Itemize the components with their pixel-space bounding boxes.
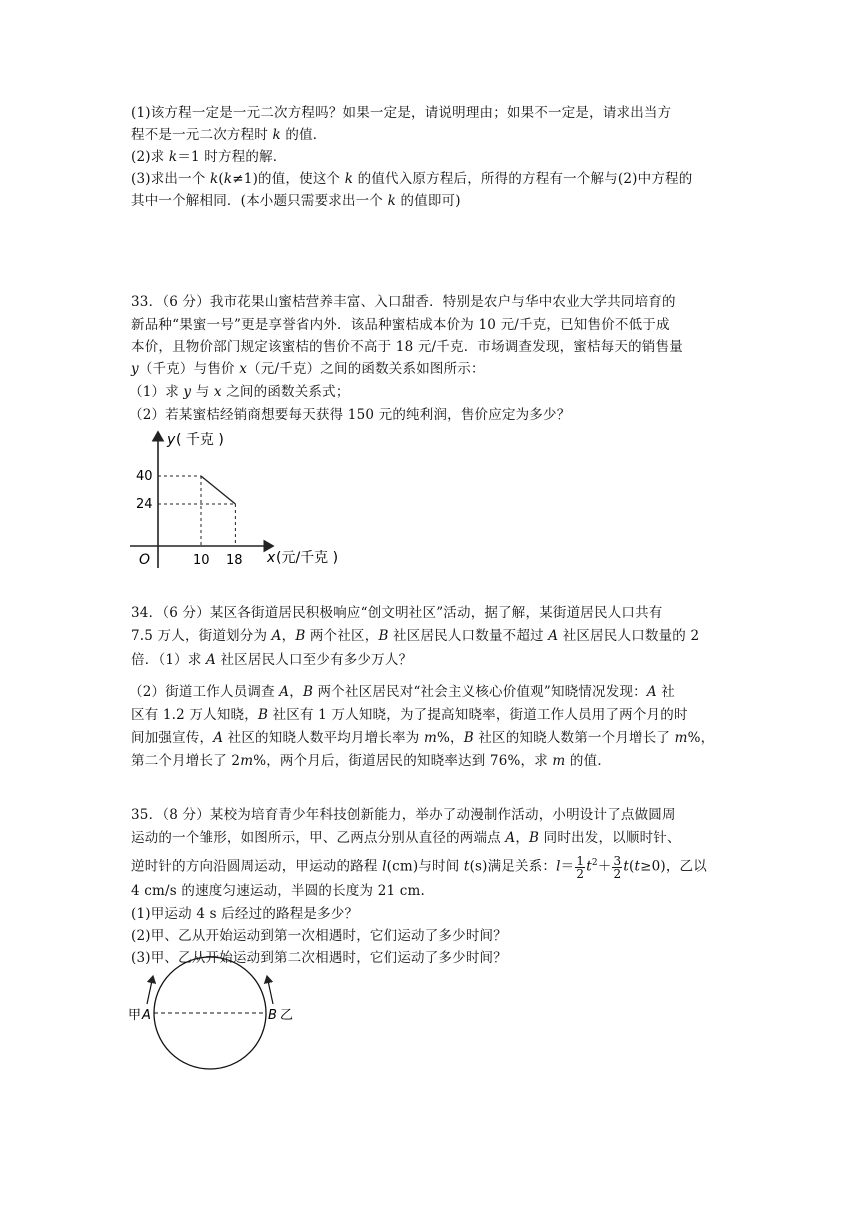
- q32-part2: [131, 148, 287, 166]
- q35-line3: [131, 847, 707, 883]
- x-axis-var: x: [267, 550, 276, 566]
- q33-function-graph: [125, 426, 365, 576]
- var-k: k: [210, 171, 219, 187]
- text: (cm)与时间: [386, 858, 464, 875]
- var-k: k: [387, 193, 396, 209]
- text: （1）求: [129, 384, 184, 400]
- q33-line4: [131, 360, 485, 378]
- q35-line1: 35．（8 分）某校为培育青少年科技创新能力，举办了动漫制作活动，小明设计了点做圆周: [131, 807, 676, 823]
- x-axis-unit: (元/千克 ): [276, 550, 339, 566]
- text: （元/千克）之间的函数关系如图所示：: [247, 361, 485, 377]
- text: 区有 1.2 万人知晓，: [131, 707, 258, 723]
- text: 社区有 1 万人知晓，为了提高知晓率，街道工作人员用了两个月的时: [268, 707, 688, 723]
- text: 的值．: [280, 127, 327, 143]
- var-A: A: [206, 652, 216, 668]
- label-B: B: [268, 1008, 277, 1023]
- var-A: A: [505, 830, 516, 846]
- label-jia: 甲: [128, 1008, 142, 1023]
- text: 社区居民人口数量的 2: [558, 628, 700, 644]
- text: 社区居民人口数量不超过: [388, 628, 549, 644]
- q35-part2: (2)甲、乙从开始运动到第一次相遇时，它们运动了多少时间？: [131, 928, 507, 944]
- var-x: x: [239, 361, 248, 377]
- text: 间加强宣传，: [131, 730, 214, 746]
- text: 社区居民人口至少有多少万人？: [215, 652, 413, 668]
- text: (2)求: [131, 149, 169, 165]
- q34-line4: [129, 683, 675, 701]
- q32-part1-line2: [131, 126, 326, 144]
- text: (3)求出一个: [131, 171, 211, 187]
- text: ，: [289, 684, 303, 700]
- var-m: m: [423, 730, 437, 746]
- q33-part1: [129, 383, 350, 401]
- text: 程不是一元二次方程时: [131, 127, 273, 143]
- y-axis-unit: ( 千克 ): [176, 432, 224, 448]
- exponent: 2: [591, 858, 598, 868]
- origin-label: O: [139, 552, 151, 568]
- text: %，: [436, 730, 464, 746]
- text: 倍．（1）求: [131, 652, 207, 668]
- label-A: A: [142, 1008, 151, 1023]
- text: 之间的函数关系式；: [221, 384, 350, 400]
- text: ≠1)的值，使这个: [232, 171, 345, 187]
- ytick-24: 24: [136, 497, 153, 512]
- function-segment: [201, 476, 235, 504]
- q35-line4: 4 cm/s 的速度匀速运动，半圆的长度为 21 cm.: [131, 883, 426, 899]
- var-A: A: [271, 628, 282, 644]
- text: （千克）与售价: [138, 361, 240, 377]
- var-x: x: [213, 384, 222, 400]
- q35-part1: (1)甲运动 4 s 后经过的路程是多少？: [131, 906, 359, 922]
- xtick-10: 10: [193, 553, 210, 568]
- text: ≥0)，乙以: [640, 858, 707, 875]
- xtick-18: 18: [226, 553, 243, 568]
- text: 社区的知晓人数平均月增长率为: [223, 730, 424, 746]
- var-k: k: [344, 171, 354, 187]
- text: 社区的知晓人数第一个月增长了: [473, 730, 675, 746]
- text: 与: [191, 384, 214, 400]
- text: (: [628, 858, 635, 875]
- var-B: B: [257, 707, 269, 723]
- var-y: y: [183, 384, 192, 400]
- text: 运动的一个雏形，如图所示，甲、乙两点分别从直径的两端点: [131, 830, 506, 846]
- denominator: 2: [576, 866, 585, 881]
- text: ，: [281, 628, 296, 644]
- var-l: l: [382, 858, 387, 875]
- text: 第二个月增长了 2: [131, 753, 241, 769]
- q33-line2: 新品种“果蜜一号”更是享誉省内外．该品种蜜桔成本价为 10 元/千克，已知售价不低于成: [131, 317, 670, 333]
- q34-line2: [131, 627, 699, 645]
- var-t: t: [634, 858, 641, 875]
- text: 其中一个解相同．(本小题只需要求出一个: [131, 193, 388, 209]
- q32-part3-line1: [131, 170, 692, 188]
- graph-marks: [158, 476, 235, 546]
- text: 的值．: [565, 753, 612, 769]
- q34-line6: [131, 729, 714, 747]
- y-axis-var: y: [167, 432, 176, 448]
- var-t: t: [463, 858, 470, 875]
- var-m: m: [674, 730, 688, 746]
- text: 的值代入原方程后，所得的方程有一个解与(2)中方程的: [353, 171, 693, 187]
- fraction-one-half: [575, 855, 585, 880]
- var-t: t: [623, 858, 629, 875]
- var-t: t: [586, 858, 592, 875]
- text: %，两个月后，街道居民的知晓率达到 76%，求: [253, 753, 553, 769]
- var-B: B: [378, 628, 389, 644]
- fraction-three-halves: [612, 855, 622, 880]
- arrow-yi: [267, 976, 273, 1004]
- text: 两个社区，: [305, 628, 379, 644]
- var-B: B: [463, 730, 474, 746]
- var-k: k: [272, 127, 281, 143]
- q35-part3: (3)甲、乙从开始运动到第二次相遇时，它们运动了多少时间？: [131, 950, 507, 966]
- var-m: m: [240, 753, 254, 769]
- var-k: k: [168, 149, 178, 165]
- var-B: B: [302, 684, 314, 700]
- var-k: k: [223, 171, 233, 187]
- var-m: m: [552, 753, 566, 769]
- text: 两个社区居民对“社会主义核心价值观”知晓情况发现：: [313, 684, 647, 700]
- text: 同时出发，以顺时针、: [539, 830, 681, 846]
- var-B: B: [295, 628, 306, 644]
- q34-line5: [131, 706, 688, 724]
- numerator: 3: [613, 853, 622, 868]
- q32-part3-line2: [131, 192, 461, 210]
- var-y: y: [131, 361, 139, 377]
- label-yi: 乙: [280, 1008, 294, 1023]
- text: ，: [515, 830, 530, 846]
- q34-line7: [131, 752, 611, 770]
- arrow-jia: [147, 976, 153, 1004]
- text: （2）街道工作人员调查: [129, 684, 280, 700]
- text: 7.5 万人，街道划分为: [131, 628, 272, 644]
- text: ＝1 时方程的解．: [177, 149, 287, 165]
- ytick-40: 40: [136, 469, 153, 484]
- var-A: A: [548, 628, 559, 644]
- q33-line1: 33．（6 分）我市花果山蜜桔营养丰富、入口甜香．特别是农户与华中农业大学共同培育的: [131, 294, 676, 310]
- var-A: A: [279, 684, 290, 700]
- var-B: B: [529, 830, 540, 846]
- numerator: 1: [576, 853, 585, 868]
- q35-line2: [131, 829, 681, 847]
- text: (: [218, 171, 224, 187]
- text: 社: [656, 684, 676, 700]
- var-A: A: [213, 730, 224, 746]
- text: 的值即可): [395, 193, 461, 209]
- q34-line3: [131, 651, 412, 669]
- q34-line1: 34．（6 分）某区各街道居民积极响应“创文明社区”活动，据了解，某街道居民人口共有: [131, 605, 663, 621]
- q32-part1-line1: (1)该方程一定是一元二次方程吗？如果一定是，请说明理由；如果不一定是，请求出当方: [131, 105, 672, 121]
- text: %，: [687, 730, 715, 746]
- q33-line3: 本价，且物价部门规定该蜜桔的售价不高于 18 元/千克．市场调查发现，蜜桔每天的销售量: [131, 339, 683, 355]
- text: (s)满足关系：: [469, 858, 557, 875]
- text: ＋: [597, 858, 612, 875]
- var-l: l: [556, 858, 561, 875]
- denominator: 2: [613, 866, 622, 881]
- text: ＝: [560, 858, 575, 875]
- text: 逆时针的方向沿圆周运动，甲运动的路程: [131, 858, 383, 875]
- var-A: A: [646, 684, 657, 700]
- q33-part2: （2）若某蜜桔经销商想要每天获得 150 元的纯利润，售价应定为多少？: [129, 407, 571, 423]
- q35-circle-figure: [125, 952, 315, 1077]
